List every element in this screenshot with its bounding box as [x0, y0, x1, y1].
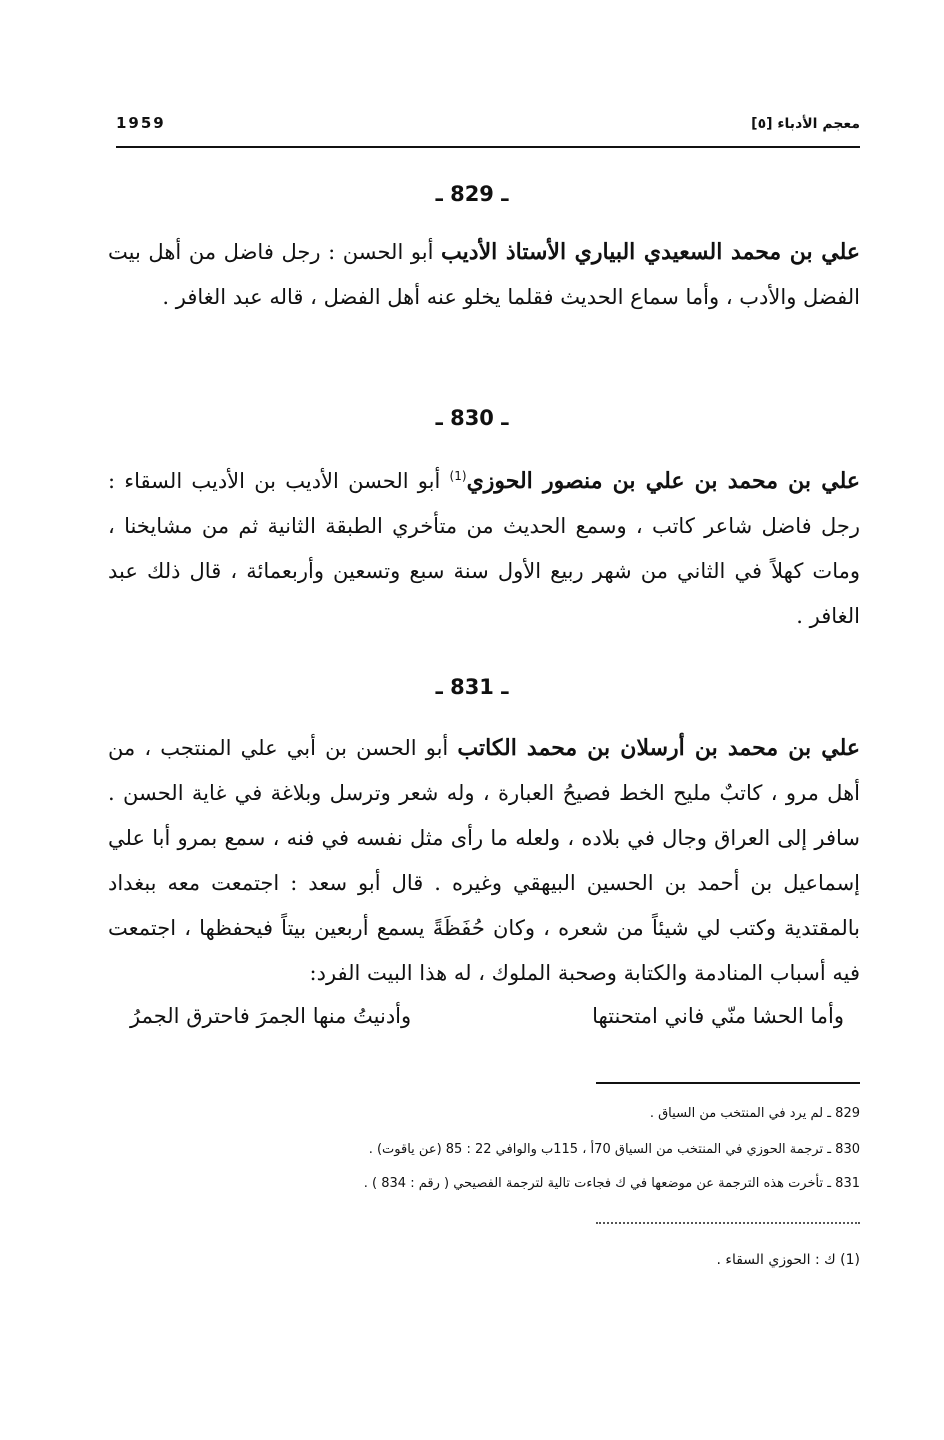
footnote-rule [596, 1082, 860, 1084]
footnote-831: 831 ـ تأخرت هذه الترجمة عن موضعها في ك فجاءت تالية لترجمة الفصيحي ( رقم : 834 ) . [363, 1176, 860, 1191]
footnote-830: 830 ـ ترجمة الحوزي في المنتخب من السياق 70أ ، 115ب والوافي 22 : 85 (عن ياقوت) . [368, 1142, 860, 1157]
footnote-ref-1: (1) [449, 469, 467, 483]
entry-829-body: أبو الحسن : رجل فاضل من أهل بيت الفضل والأدب ، وأما سماع الحديث فقلما يخلو عنه أهل الفضل ، قاله عبد الغافر . [108, 240, 860, 309]
entry-831-body: أبو الحسن بن أبي علي المنتجب ، من أهل مرو ، كاتبٌ مليح الخط فصيحُ العبارة ، وله شعر وترسل وبلاغة في غاية الحسن . سافر إلى العراق وجال في بلاده ، ولعله ما رأى مثل نفسه في فنه ، سمع بمرو أبا علي إسماعيل بن أحمد بن الحسين البيهقي وغيره . قال أبو سعد : اجتمعت معه ببغداد بالمقتدية وكتب لي شيئاً من شعره ، وكان حُفَظَةً يسمع أربعين بيتاً فيحفظها ، اجتمعت فيه أسباب المنادمة والكتابة وصحبة الملوك ، له هذا البيت الفرد: [108, 736, 860, 985]
entry-number-830: ـ 830 ـ [435, 406, 509, 430]
running-title: معجم الأدباء [٥] [751, 116, 860, 132]
verse-second-hemistich: وأدنيتُ منها الجمرَ فاحترق الجمرُ [130, 1004, 412, 1028]
poem-verse [130, 1004, 844, 1044]
entry-831-text [108, 726, 860, 996]
entry-number-829: ـ 829 ـ [435, 182, 509, 206]
verse-first-hemistich: وأما الحشا منّي فاني امتحنتها [592, 1004, 844, 1028]
entry-829-name: علي بن محمد السعيدي البياري الأستاذ الأديب [441, 239, 860, 265]
dotted-rule [596, 1222, 860, 1224]
manuscript-note: (1) ك : الحوزي السقاء . [716, 1252, 860, 1268]
header-rule [116, 146, 860, 148]
footnote-829: 829 ـ لم يرد في المنتخب من السياق . [649, 1106, 860, 1121]
entry-830-name: علي بن محمد بن علي بن منصور الحوزي [466, 468, 860, 494]
entry-number-831: ـ 831 ـ [435, 675, 509, 699]
entry-830-body: أبو الحسن الأديب بن الأديب السقاء : رجل فاضل شاعر كاتب ، وسمع الحديث من متأخري الطبقة الثانية ثم من مشايخنا ، ومات كهلاً في الثاني من شهر ربيع الأول سنة سبع وتسعين وأربعمائة ، قال ذلك عبد الغافر . [108, 469, 860, 628]
page-header [116, 114, 860, 142]
entry-831-name: علي بن محمد بن أرسلان بن محمد الكاتب [457, 735, 860, 761]
entry-830-text [108, 454, 860, 639]
entry-829-text [108, 230, 860, 320]
page-number: 1959 [116, 114, 166, 132]
